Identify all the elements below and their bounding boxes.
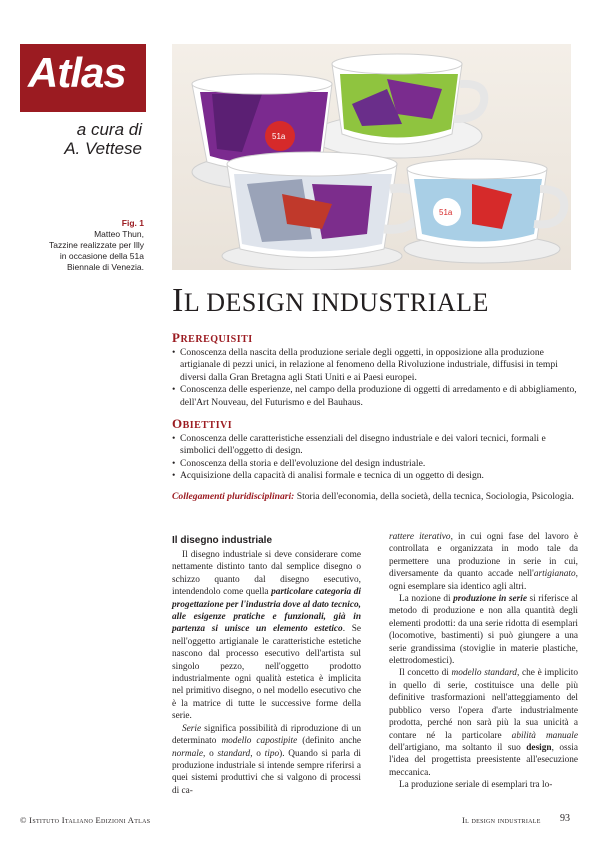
- body-column-right: [389, 531, 578, 792]
- collegamenti: [172, 491, 577, 503]
- text-run: significa possibilità di riproduzione di un determinato: [172, 723, 361, 747]
- figure-caption: [24, 218, 144, 273]
- paragraph: [389, 593, 578, 667]
- list-item: • Conoscenza delle esperienze, nel campo della produzione di oggetti di arredamento e di abbigliamento, dell'Art Nouveau, del Futurismo e del Bauhaus.: [172, 384, 577, 409]
- text-run: Serie: [182, 723, 202, 734]
- collegamenti-label: Collegamenti pluridisciplinari:: [172, 491, 295, 502]
- text-run: . Se nell'oggetto artigianale le caratteristiche estetiche nascono dal processo esecutivo dell'artista sul singolo pezzo, nell'oggetto prodotto industrialmente ogni qualità estetica è implicita nel primitivo disegno, o nel modello esecutivo che è la matrice di tutte le successive forme della serie.: [172, 624, 361, 722]
- atlas-logo: [20, 44, 146, 112]
- text-run: La nozione di: [399, 594, 454, 605]
- paragraph: [172, 549, 361, 723]
- text-run: Il disegno industriale si deve considerare come nettamente distinto tanto dal semplice disegno o schizzo quanto dal disegno esecutivo, intendendolo come quella: [172, 550, 361, 598]
- caption-fig: Fig. 1: [121, 218, 144, 228]
- prerequisiti-list: [172, 347, 577, 409]
- cups-photo: [172, 44, 571, 270]
- body-column-left: [172, 534, 361, 797]
- obiettivi-rest: BIETTIVI: [182, 420, 233, 431]
- paragraph: La produzione seriale di esemplari tra lo-: [399, 780, 553, 791]
- list-item: • Conoscenza delle caratteristiche essenziali del disegno industriale e dei valori tecnici, formali e simbolici dell'oggetto di design.: [172, 433, 577, 458]
- text-run: produzione in serie: [453, 594, 527, 605]
- collegamenti-text: Storia dell'economia, della società, della tecnica, Sociologia, Psicologia.: [294, 491, 574, 502]
- caption-line2: Tazzine realizzate per Illy: [49, 240, 144, 250]
- list-item: • Conoscenza della storia e dell'evoluzione del design industriale.: [172, 458, 577, 470]
- section-heading: Il disegno industriale: [172, 535, 273, 546]
- curator: [64, 120, 142, 158]
- text-run: , che è implicito in quello di serie, costituisce una delle più definitive trasformazioni nell'atteggiamento del pubblico verso l'opera d'arte industrialmente prodotta, perché non sarà più la sua unicità a contare né la particolare: [389, 668, 578, 741]
- prerequisiti-rest: REREQUISITI: [180, 334, 253, 345]
- text-run: abilità manuale: [511, 730, 578, 741]
- cup-label-left: 51a: [272, 132, 286, 141]
- text-run: , in cui ogni fase del lavoro è controllata e organizzata in modo tale da permettere una produzione in serie in cui, diversamente da quanto accade nell': [389, 532, 578, 580]
- text-run: modello capostipite: [221, 736, 298, 747]
- text-run: ). Quando si parla di produzione industriale si intende sempre riferirsi a quei sistemi produttivi che si valgono di processi di ca-: [172, 748, 361, 796]
- footer-chapter: Il design industriale: [462, 815, 541, 825]
- logo-text: Atlas: [28, 49, 126, 96]
- caption-line1: Matteo Thun,: [94, 229, 144, 239]
- list-item: • Conoscenza della nascita della produzione seriale degli oggetti, in opposizione alla produzione artigianale di pezzi unici, in relazione al fenomeno della Rivoluzione industriale, diffusisi in tempi diversi dalla Gran Bretagna agli Stati Uniti e ai Paesi europei.: [172, 347, 577, 384]
- cups-illustration: [172, 44, 571, 270]
- text-run: dell'artigiano, ma soltanto il suo: [389, 742, 527, 753]
- text-run: standard: [217, 748, 251, 759]
- text-run: , o: [203, 748, 218, 759]
- caption-line4: Biennale di Venezia.: [66, 262, 144, 272]
- paragraph: [389, 667, 578, 779]
- text-run: rattere iterativo: [389, 532, 451, 542]
- text-run: modello standard: [451, 668, 517, 679]
- obiettivi-list: [172, 433, 577, 483]
- paragraph: [172, 723, 361, 797]
- text-run: , ogni esemplare sia identico agli altri.: [389, 569, 578, 592]
- prerequisiti-heading: [172, 330, 253, 346]
- text-run: (definito anche: [297, 736, 361, 747]
- text-run: artigianato: [533, 569, 576, 580]
- page-number: 93: [560, 813, 570, 824]
- obiettivi-cap: O: [172, 416, 183, 431]
- list-item: • Acquisizione della capacità di analisi formale e tecnica di un oggetto di design.: [172, 470, 577, 482]
- footer-publisher: © Istituto Italiano Edizioni Atlas: [20, 815, 151, 825]
- cup-label-right: 51a: [439, 208, 453, 217]
- paragraph: [389, 531, 578, 593]
- curator-line1: a cura di: [76, 120, 142, 139]
- text-run: Il concetto di: [399, 668, 452, 679]
- obiettivi-heading: [172, 416, 232, 432]
- text-run: tipo: [264, 748, 280, 759]
- text-run: particolare categoria di progettazione per l'industria dove al dato tecnico, alle esigenze pratiche e funzionali, già in partenza si unisce un elemento estetico: [172, 587, 361, 635]
- caption-line3: in occasione della 51a: [59, 251, 144, 261]
- text-run: , ossia l'idea del progettista preesistente all'esecuzione meccanica.: [389, 742, 578, 778]
- text-run: design: [526, 742, 552, 753]
- title-cap: I: [172, 282, 184, 319]
- prerequisiti-cap: P: [172, 330, 181, 345]
- text-run: , o: [250, 748, 265, 759]
- curator-line2: A. Vettese: [64, 139, 142, 158]
- text-run: normale: [172, 748, 203, 759]
- title-rest: L DESIGN INDUSTRIALE: [183, 288, 489, 317]
- page-title: [172, 282, 489, 320]
- text-run: si riferisce al metodo di produzione e non alla quantità degli elementi prodotti: da una serie ridotta di esemplari (locomotive, bastimenti) si può giungere a una serie grandissima (stoviglie in materie plastiche, elettrodomestici).: [389, 594, 578, 667]
